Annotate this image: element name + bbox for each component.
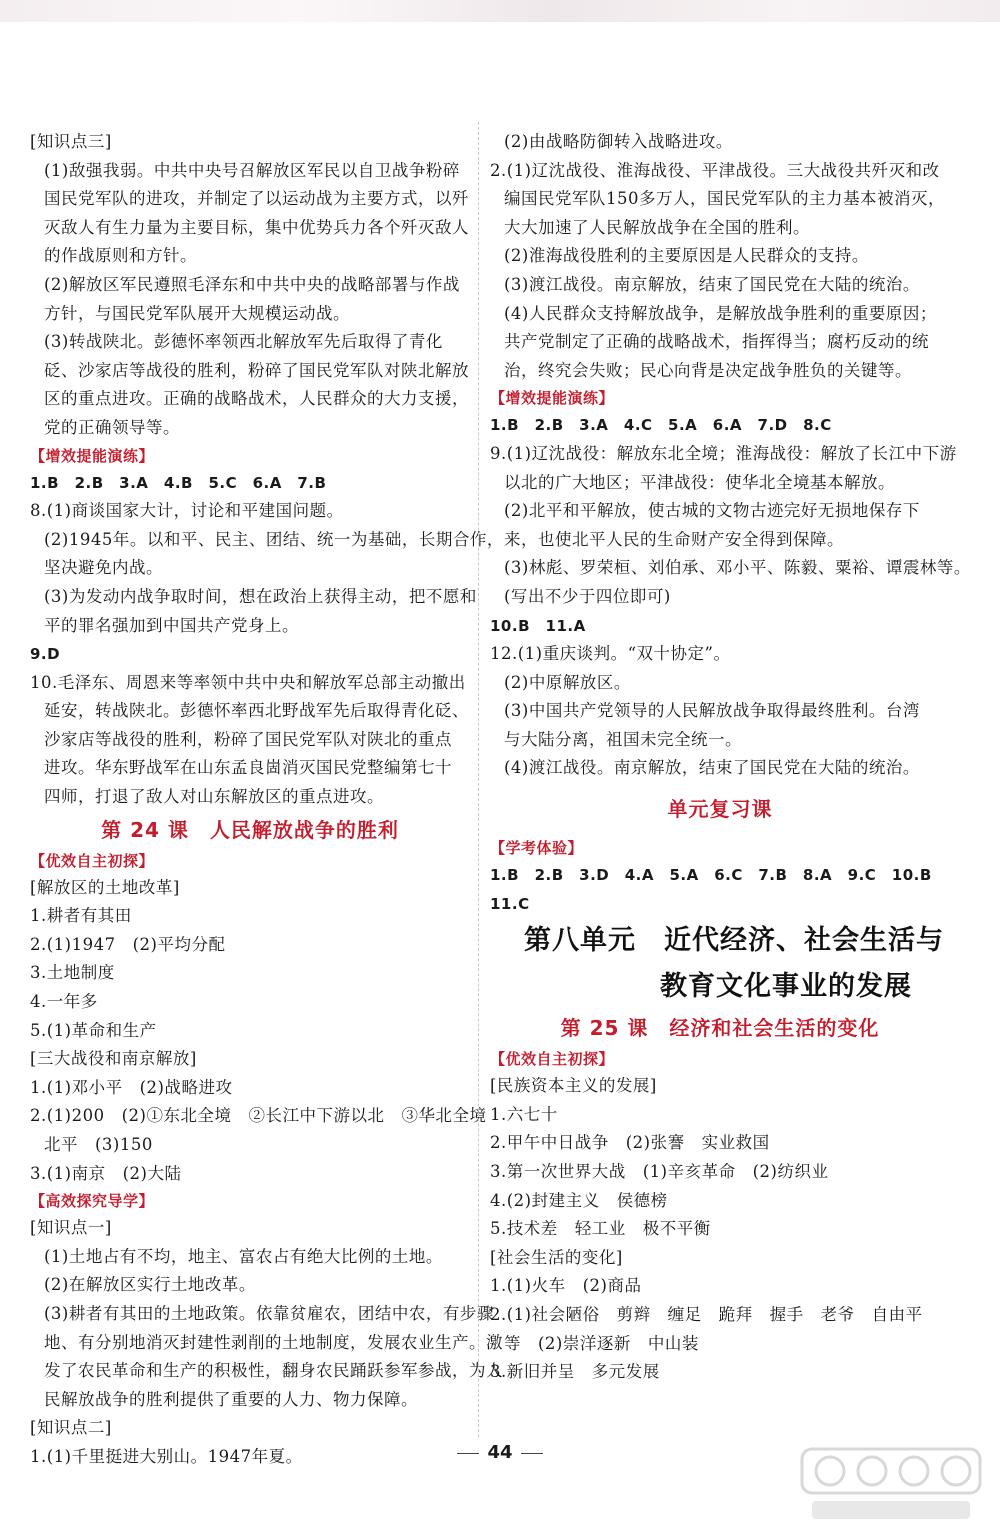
text-line: [民族资本主义的发展] xyxy=(490,1076,657,1096)
text-line: 以北的广大地区；平津战役：使华北全境基本解放。 xyxy=(504,472,895,492)
text-line: (1)敌强我弱。中共中央号召解放区军民以自卫战争粉碎 xyxy=(44,160,460,180)
text-line: 民解放战争的胜利提供了重要的人力、物力保障。 xyxy=(44,1389,418,1409)
page-number-dash-left xyxy=(457,1453,479,1454)
text-line: (3)转战陕北。彭德怀率领西北解放军先后取得了青化 xyxy=(44,332,443,352)
section-tag: 【优效自主初探】 xyxy=(30,851,155,870)
lesson-title: 第 24 课 人民解放战争的胜利 xyxy=(101,817,399,842)
text-line: 9.(1)辽沈战役：解放东北全境；淮海战役：解放了长江中下游 xyxy=(490,443,957,463)
text-line: 1.耕者有其田 xyxy=(30,906,132,926)
text-line: (2)由战略防御转入战略进攻。 xyxy=(504,132,733,151)
text-line: [社会生活的变化] xyxy=(490,1247,623,1267)
section-tag: 【学考体验】 xyxy=(490,839,584,858)
text-line: 2.(1)1947 (2)平均分配 xyxy=(30,934,226,954)
text-line: 坚决避免内战。 xyxy=(44,558,163,578)
page-number xyxy=(430,1442,570,1463)
answer-line: 1.B 2.B 3.A 4.C 5.A 6.A 7.D 8.C xyxy=(490,416,832,435)
text-line: 大大加速了人民解放战争在全国的胜利。 xyxy=(504,217,810,237)
column-divider xyxy=(478,122,479,1437)
text-line: 8.(1)商谈国家大计，讨论和平建国问题。 xyxy=(30,501,344,521)
text-line: 地、有分别地消灭封建性剥削的土地制度，发展农业生产。激 xyxy=(44,1332,503,1352)
right-column xyxy=(490,128,971,1387)
text-line: 区的重点进攻。正确的战略战术，人民群众的大力支援， xyxy=(44,389,469,409)
section-tag: 【增效提能演练】 xyxy=(490,389,615,408)
section-tag: 【增效提能演练】 xyxy=(30,446,155,465)
text-line: 3.土地制度 xyxy=(30,963,115,983)
spacer xyxy=(490,783,950,791)
text-line: 等 (2)崇洋逐新 中山装 xyxy=(504,1333,699,1353)
answer-line: 1.B 2.B 3.A 4.B 5.C 6.A 7.B xyxy=(30,473,327,492)
text-line: 编国民党军队150多万人，国民党军队的主力基本被消灭， xyxy=(504,189,945,209)
text-line: 的作战原则和方针。 xyxy=(44,246,197,266)
text-line: 2.(1)辽沈战役、淮海战役、平津战役。三大战役共歼灭和改 xyxy=(490,160,940,180)
text-line: (1)土地占有不均，地主、富农占有绝大比例的土地。 xyxy=(44,1246,443,1266)
text-line: 治，终究会失败；民心向背是决定战争胜负的关键等。 xyxy=(504,360,912,380)
text-line: [知识点二] xyxy=(30,1418,112,1438)
text-line: [知识点一] xyxy=(30,1218,112,1238)
text-line: (4)渡江战役。南京解放，结束了国民党在大陆的统治。 xyxy=(504,758,920,778)
text-line: 3.第一次世界大战 (1)辛亥革命 (2)纺织业 xyxy=(490,1162,829,1182)
text-line: 10.毛泽东、周恩来等率领中共中央和解放军总部主动撤出 xyxy=(30,672,466,692)
text-line: (写出不少于四位即可) xyxy=(504,586,671,606)
text-line: (3)耕者有其田的土地政策。依靠贫雇农，团结中农，有步骤 xyxy=(44,1303,494,1323)
text-line: 沙家店等战役的胜利，粉碎了国民党军队对陕北的重点 xyxy=(44,729,452,749)
text-line: 党的正确领导等。 xyxy=(44,417,180,437)
text-line: 1.(1)邓小平 (2)战略进攻 xyxy=(30,1077,233,1097)
section-tag: 【优效自主初探】 xyxy=(490,1050,615,1069)
unit-title: 教育文化事业的发展 xyxy=(660,971,912,1003)
top-edge-band xyxy=(0,0,1000,22)
text-line: 1.六七十 xyxy=(490,1104,558,1124)
unit-title: 第八单元 近代经济、社会生活与 xyxy=(524,925,944,957)
text-line: 与大陆分离，祖国未完全统一。 xyxy=(504,729,742,749)
text-line: (2)1945年。以和平、民主、团结、统一为基础，长期合作， xyxy=(44,529,504,549)
text-line: 发了农民革命和生产的积极性，翻身农民踊跃参军参战，为人 xyxy=(44,1361,503,1381)
text-line: (2)北平和平解放，使古城的文物古迹完好无损地保存下 xyxy=(504,501,920,521)
text-line: [三大战役和南京解放] xyxy=(30,1049,197,1069)
lesson-title: 单元复习课 xyxy=(667,797,773,822)
text-line: 四师，打退了敌人对山东解放区的重点进攻。 xyxy=(44,787,384,807)
text-line: [知识点三] xyxy=(30,132,112,151)
text-line: 1.(1)千里挺进大别山。1947年夏。 xyxy=(30,1446,303,1466)
text-line: (3)中国共产党领导的人民解放战争取得最终胜利。台湾 xyxy=(504,701,920,721)
text-line: 砭、沙家店等战役的胜利，粉碎了国民党军队对陕北解放 xyxy=(44,360,469,380)
answer-line: 11.C xyxy=(490,894,530,913)
text-line: 共产党制定了正确的战略战术，指挥得当；腐朽反动的统 xyxy=(504,332,929,352)
text-line: 3.(1)南京 (2)大陆 xyxy=(30,1163,182,1183)
text-line: 2.甲午中日战争 (2)张謇 实业救国 xyxy=(490,1133,770,1153)
text-line: (2)在解放区实行土地改革。 xyxy=(44,1275,256,1295)
text-line: (2)中原解放区。 xyxy=(504,672,631,692)
text-line: 方针，与国民党军队展开大规模运动战。 xyxy=(44,303,350,323)
text-line: 平的罪名强加到中国共产党身上。 xyxy=(44,615,299,635)
page-number-value: 44 xyxy=(487,1442,513,1463)
text-line: (3)渡江战役。南京解放，结束了国民党在大陆的统治。 xyxy=(504,274,920,294)
text-line: 2.(1)社会陋俗 剪辫 缠足 跪拜 握手 老爷 自由平 xyxy=(490,1305,923,1324)
text-line: 3.新旧并呈 多元发展 xyxy=(490,1362,660,1382)
text-line: 4.(2)封建主义 侯德榜 xyxy=(490,1190,668,1210)
text-line: 国民党军队的进攻，并制定了以运动战为主要方式，以歼 xyxy=(44,189,469,209)
answer-line: 10.B 11.A xyxy=(490,616,586,635)
text-line: [解放区的土地改革] xyxy=(30,877,180,897)
text-line: (4)人民群众支持解放战争，是解放战争胜利的重要原因； xyxy=(504,303,937,323)
text-line: 进攻。华东野战军在山东孟良崮消灭国民党整编第七十 xyxy=(44,758,452,778)
text-line: 4.一年多 xyxy=(30,992,98,1012)
text-line: (3)林彪、罗荣桓、刘伯承、邓小平、陈毅、粟裕、谭震林等。 xyxy=(504,558,971,578)
text-line: (2)解放区军民遵照毛泽东和中共中央的战略部署与作战 xyxy=(44,274,460,294)
page-number-dash-right xyxy=(521,1453,543,1454)
answer-line: 1.B 2.B 3.D 4.A 5.A 6.C 7.B 8.A 9.C 10.B xyxy=(490,866,932,885)
text-line: 北平 (3)150 xyxy=(44,1135,153,1154)
text-line: 1.(1)火车 (2)商品 xyxy=(490,1276,642,1296)
text-line: 5.技术差 轻工业 极不平衡 xyxy=(490,1219,711,1239)
text-line: (2)淮海战役胜利的主要原因是人民群众的支持。 xyxy=(504,246,869,266)
watermark-logo-icon xyxy=(796,1439,986,1527)
text-line: 灭敌人有生力量为主要目标，集中优势兵力各个歼灭敌人 xyxy=(44,217,469,237)
spacer xyxy=(490,827,950,835)
text-line: (3)为发动内战争取时间，想在政治上获得主动，把不愿和 xyxy=(44,586,477,606)
section-tag: 【高效探究导学】 xyxy=(30,1192,155,1211)
lesson-title: 第 25 课 经济和社会生活的变化 xyxy=(560,1016,880,1041)
text-line: 延安，转战陕北。彭德怀率西北野战军先后取得青化砭、 xyxy=(44,701,469,721)
text-line: 12.(1)重庆谈判。“双十协定”。 xyxy=(490,644,731,664)
answer-line: 9.D xyxy=(30,645,61,664)
text-line: 来，也使北平人民的生命财产安全得到保障。 xyxy=(504,529,844,549)
text-line: 5.(1)革命和生产 xyxy=(30,1020,157,1040)
text-line: 2.(1)200 (2)①东北全境 ②长江中下游以北 ③华北全境 xyxy=(30,1106,487,1126)
